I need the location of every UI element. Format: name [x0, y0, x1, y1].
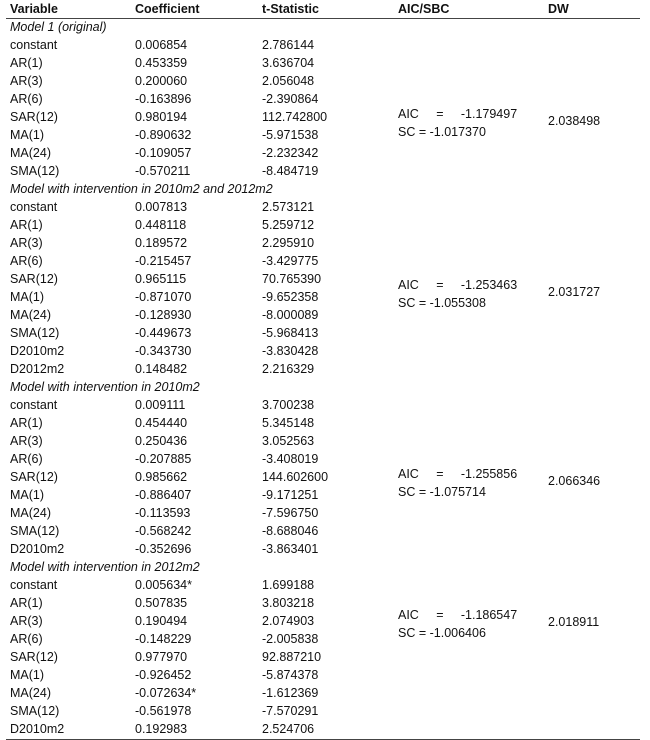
coefficient-cell: -0.109057 [135, 146, 192, 160]
coefficient-cell: -0.207885 [135, 452, 192, 466]
dw-value: 2.031727 [548, 285, 601, 300]
table-row [6, 703, 640, 721]
t-statistic-cell: 2.786144 [262, 38, 315, 52]
t-statistic-cell: -5.874378 [262, 668, 319, 682]
variable-cell: MA(1) [10, 488, 45, 502]
t-statistic-cell: -7.596750 [262, 506, 319, 520]
coefficient-cell: 0.977970 [135, 650, 188, 664]
coefficient-cell: -0.215457 [135, 254, 192, 268]
t-statistic-cell: -7.570291 [262, 704, 319, 718]
coefficient-cell: -0.113593 [135, 506, 191, 520]
table-row [6, 721, 640, 739]
t-statistic-cell: -5.968413 [262, 326, 319, 340]
variable-cell: AR(6) [10, 632, 43, 646]
table-body [6, 19, 640, 739]
t-statistic-cell: 5.259712 [262, 218, 315, 232]
model-block [6, 577, 640, 739]
coefficient-cell: 0.985662 [135, 470, 188, 484]
coefficient-cell: 0.189572 [135, 236, 188, 250]
model-title [6, 379, 640, 397]
variable-cell: AR(3) [10, 614, 43, 628]
variable-cell: AR(3) [10, 74, 43, 88]
table-row [6, 91, 640, 109]
t-statistic-cell: 70.765390 [262, 272, 322, 286]
table-row [6, 73, 640, 91]
table-row [6, 235, 640, 253]
variable-cell: SAR(12) [10, 650, 58, 664]
coefficient-cell: 0.190494 [135, 614, 188, 628]
coefficient-cell: -0.352696 [135, 542, 192, 556]
aic-value: AIC = -1.186547 [398, 607, 518, 622]
t-statistic-cell: -3.429775 [262, 254, 319, 268]
sc-value: SC = -1.055308 [398, 296, 486, 311]
coefficient-cell: 0.454440 [135, 416, 188, 430]
t-statistic-cell: 3.636704 [262, 56, 315, 70]
variable-cell: AR(1) [10, 416, 43, 430]
coefficient-cell: 0.005634* [135, 578, 193, 592]
dw-value: 2.066346 [548, 474, 601, 489]
variable-cell: MA(24) [10, 146, 51, 160]
variable-cell: MA(24) [10, 308, 51, 322]
fit-statistics [398, 276, 517, 312]
t-statistic-cell: 3.803218 [262, 596, 315, 610]
t-statistic-cell: -9.171251 [262, 488, 319, 502]
variable-cell: AR(3) [10, 434, 43, 448]
table-row [6, 199, 640, 217]
table-row [6, 487, 640, 505]
coefficient-cell: 0.006854 [135, 38, 188, 52]
t-statistic-cell: -9.652358 [262, 290, 319, 304]
model-block [6, 199, 640, 379]
variable-cell: MA(1) [10, 128, 45, 142]
model-title-text: Model 1 (original) [10, 20, 107, 34]
header-t-statistic: t-Statistic [262, 2, 319, 16]
coefficient-cell: -0.871070 [135, 290, 192, 304]
table-row [6, 37, 640, 55]
table-row [6, 145, 640, 163]
coefficient-cell: -0.148229 [135, 632, 192, 646]
model-title-text: Model with intervention in 2010m2 and 2012m2 [10, 182, 273, 196]
t-statistic-cell: -3.863401 [262, 542, 319, 556]
table-row [6, 253, 640, 271]
coefficient-cell: 0.148482 [135, 362, 188, 376]
t-statistic-cell: 2.074903 [262, 614, 315, 628]
t-statistic-cell: 3.700238 [262, 398, 315, 412]
table-row [6, 505, 640, 523]
table-row [6, 613, 640, 631]
t-statistic-cell: 1.699188 [262, 578, 315, 592]
variable-cell: AR(6) [10, 452, 43, 466]
variable-cell: D2010m2 [10, 542, 65, 556]
sc-value: SC = -1.017370 [398, 125, 486, 140]
t-statistic-cell: -2.232342 [262, 146, 319, 160]
t-statistic-cell: 2.573121 [262, 200, 315, 214]
model-block [6, 37, 640, 181]
variable-cell: MA(24) [10, 506, 51, 520]
coefficient-cell: 0.980194 [135, 110, 188, 124]
table-row [6, 217, 640, 235]
t-statistic-cell: 2.216329 [262, 362, 315, 376]
table-row [6, 55, 640, 73]
table-row [6, 109, 640, 127]
coefficient-cell: -0.570211 [135, 164, 191, 178]
t-statistic-cell: 2.524706 [262, 722, 315, 736]
aic-value: AIC = -1.255856 [398, 467, 518, 482]
t-statistic-cell: 2.295910 [262, 236, 315, 250]
sc-value: SC = -1.075714 [398, 485, 486, 500]
variable-cell: AR(1) [10, 218, 43, 232]
t-statistic-cell: -8.000089 [262, 308, 319, 322]
coefficient-cell: 0.250436 [135, 434, 188, 448]
header-coefficient: Coefficient [135, 2, 200, 16]
coefficient-cell: -0.449673 [135, 326, 192, 340]
header-dw: DW [548, 2, 569, 16]
variable-cell: AR(1) [10, 596, 43, 610]
table-row [6, 541, 640, 559]
table-row [6, 577, 640, 595]
variable-cell: constant [10, 38, 58, 52]
variable-cell: AR(6) [10, 92, 43, 106]
t-statistic-cell: -5.971538 [262, 128, 319, 142]
table-row [6, 325, 640, 343]
t-statistic-cell: 144.602600 [262, 470, 329, 484]
table-row [6, 271, 640, 289]
fit-statistics [398, 465, 517, 501]
t-statistic-cell: -3.830428 [262, 344, 319, 358]
coefficient-cell: 0.507835 [135, 596, 188, 610]
table-row [6, 361, 640, 379]
coefficient-cell: 0.007813 [135, 200, 188, 214]
table-header [6, 0, 640, 19]
table-row [6, 451, 640, 469]
table-row [6, 685, 640, 703]
coefficient-cell: -0.163896 [135, 92, 192, 106]
model-block [6, 397, 640, 559]
aic-value: AIC = -1.179497 [398, 107, 518, 122]
aic-value: AIC = -1.253463 [398, 278, 518, 293]
variable-cell: SMA(12) [10, 524, 60, 538]
table-row [6, 595, 640, 613]
coefficient-cell: 0.009111 [135, 398, 186, 412]
coefficient-cell: -0.890632 [135, 128, 192, 142]
variable-cell: MA(24) [10, 686, 51, 700]
t-statistic-cell: 3.052563 [262, 434, 315, 448]
t-statistic-cell: 2.056048 [262, 74, 315, 88]
coefficient-cell: -0.926452 [135, 668, 192, 682]
variable-cell: D2010m2 [10, 344, 65, 358]
variable-cell: AR(1) [10, 56, 43, 70]
coefficient-cell: 0.192983 [135, 722, 188, 736]
model-title [6, 19, 640, 37]
fit-statistics [398, 606, 517, 642]
t-statistic-cell: 112.742800 [262, 110, 328, 124]
dw-value: 2.018911 [548, 614, 600, 629]
table-row [6, 127, 640, 145]
header-aic-sbc: AIC/SBC [398, 2, 450, 16]
variable-cell: constant [10, 200, 58, 214]
model-title-text: Model with intervention in 2010m2 [10, 380, 200, 394]
table-row [6, 307, 640, 325]
table-row [6, 343, 640, 361]
t-statistic-cell: -1.612369 [262, 686, 319, 700]
model-title [6, 181, 640, 199]
coefficient-cell: -0.568242 [135, 524, 192, 538]
model-title-text: Model with intervention in 2012m2 [10, 560, 200, 574]
table-row [6, 289, 640, 307]
fit-statistics [398, 105, 517, 141]
sc-value: SC = -1.006406 [398, 625, 486, 640]
variable-cell: MA(1) [10, 290, 45, 304]
table-row [6, 667, 640, 685]
table-row [6, 523, 640, 541]
coefficient-cell: -0.561978 [135, 704, 192, 718]
variable-cell: SAR(12) [10, 470, 58, 484]
variable-cell: AR(3) [10, 236, 43, 250]
header-variable: Variable [10, 2, 58, 16]
t-statistic-cell: -2.390864 [262, 92, 319, 106]
variable-cell: SMA(12) [10, 704, 60, 718]
regression-results-table [6, 0, 640, 740]
variable-cell: MA(1) [10, 668, 45, 682]
t-statistic-cell: 5.345148 [262, 416, 315, 430]
dw-value: 2.038498 [548, 114, 601, 129]
variable-cell: SMA(12) [10, 164, 60, 178]
variable-cell: constant [10, 578, 58, 592]
coefficient-cell: 0.453359 [135, 56, 188, 70]
table-row [6, 469, 640, 487]
coefficient-cell: -0.072634* [135, 686, 197, 700]
variable-cell: D2010m2 [10, 722, 65, 736]
model-title [6, 559, 640, 577]
coefficient-cell: -0.886407 [135, 488, 192, 502]
variable-cell: SAR(12) [10, 110, 58, 124]
variable-cell: constant [10, 398, 58, 412]
variable-cell: AR(6) [10, 254, 43, 268]
t-statistic-cell: -8.688046 [262, 524, 319, 538]
variable-cell: SAR(12) [10, 272, 58, 286]
coefficient-cell: 0.965115 [135, 272, 187, 286]
variable-cell: D2012m2 [10, 362, 65, 376]
coefficient-cell: -0.343730 [135, 344, 192, 358]
table-row [6, 415, 640, 433]
coefficient-cell: 0.200060 [135, 74, 188, 88]
coefficient-cell: 0.448118 [135, 218, 187, 232]
t-statistic-cell: -2.005838 [262, 632, 319, 646]
table-row [6, 433, 640, 451]
table-row [6, 397, 640, 415]
variable-cell: SMA(12) [10, 326, 60, 340]
table-row [6, 163, 640, 181]
table-row [6, 631, 640, 649]
table-row [6, 649, 640, 667]
t-statistic-cell: -3.408019 [262, 452, 319, 466]
t-statistic-cell: -8.484719 [262, 164, 319, 178]
coefficient-cell: -0.128930 [135, 308, 192, 322]
t-statistic-cell: 92.887210 [262, 650, 322, 664]
